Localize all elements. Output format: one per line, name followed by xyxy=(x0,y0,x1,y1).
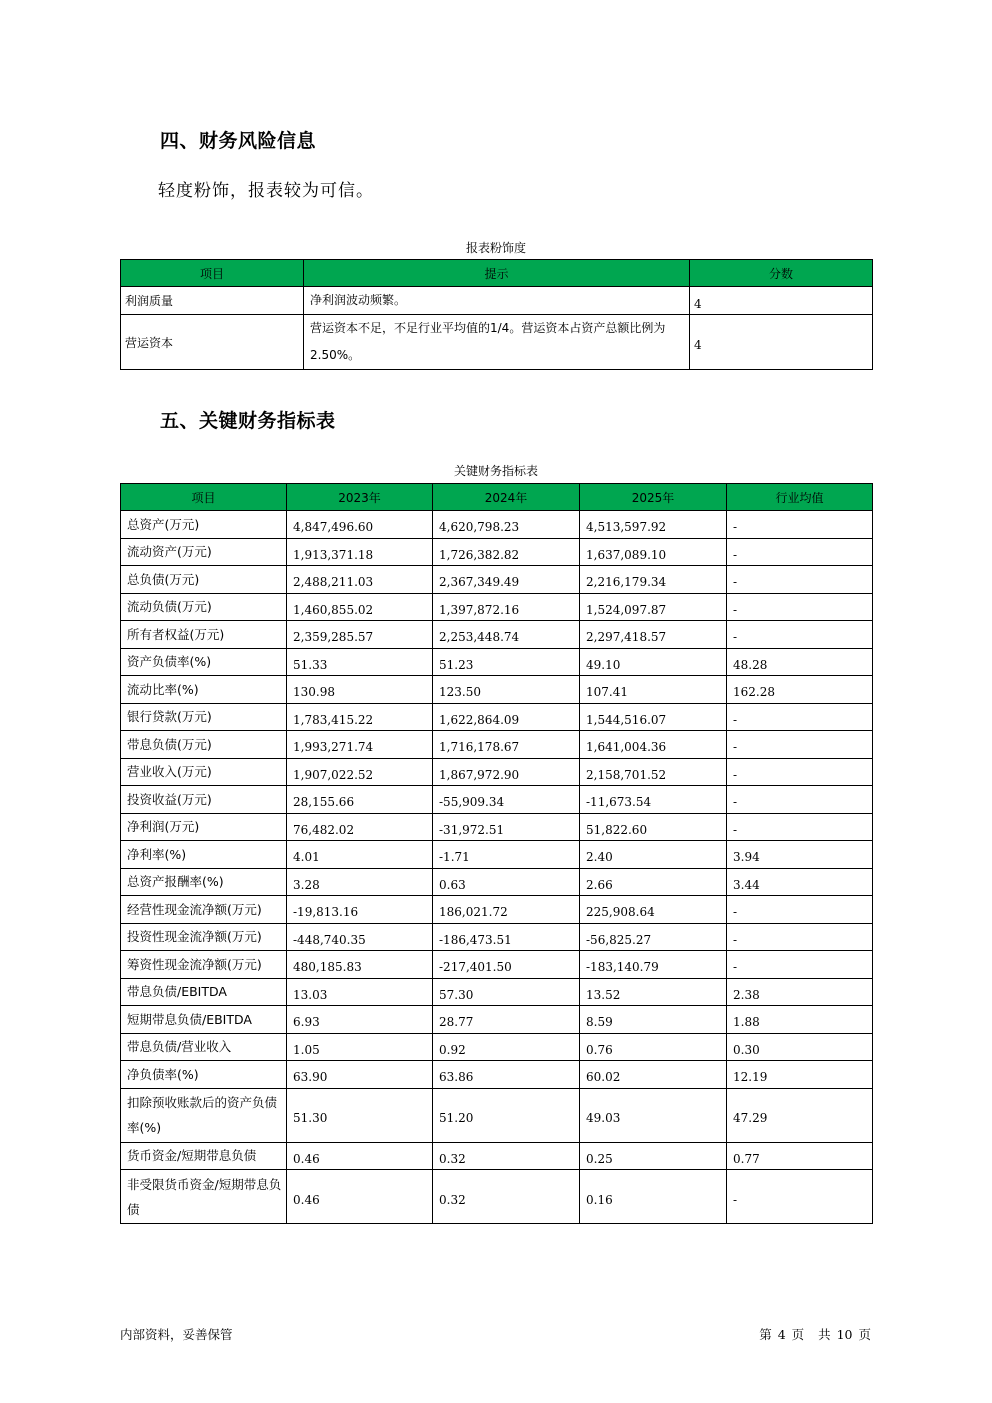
indicator-value: 1,783,415.22 xyxy=(287,703,433,731)
indicator-value: 1,993,271.74 xyxy=(287,731,433,759)
indicator-value: -55,909.34 xyxy=(433,786,580,814)
indicator-value: 1,913,371.18 xyxy=(287,538,433,566)
indicator-value: 28.77 xyxy=(433,1006,580,1034)
table-row xyxy=(121,621,873,649)
indicator-value: 1,544,516.07 xyxy=(580,703,727,731)
indicator-value: 0.63 xyxy=(433,868,580,896)
page-prefix: 第 xyxy=(759,1327,772,1342)
table-row xyxy=(121,593,873,621)
indicator-value: 2,216,179.34 xyxy=(580,566,727,594)
indicator-name: 流动资产(万元) xyxy=(121,538,287,566)
row-score: 4 xyxy=(690,315,873,370)
indicator-value: 1,460,855.02 xyxy=(287,593,433,621)
indicator-value: 1.05 xyxy=(287,1033,433,1061)
header-cell: 2025年 xyxy=(580,484,727,511)
indicator-value: - xyxy=(727,703,873,731)
indicator-value: 1,524,097.87 xyxy=(580,593,727,621)
indicator-value: - xyxy=(727,538,873,566)
indicator-value: 2,488,211.03 xyxy=(287,566,433,594)
indicator-value: 2.38 xyxy=(727,978,873,1006)
indicator-value: 107.41 xyxy=(580,676,727,704)
table-row xyxy=(121,1088,873,1142)
indicator-value: 1,637,089.10 xyxy=(580,538,727,566)
section-heading-key-indicators: 五、关键财务指标表 xyxy=(160,410,336,432)
indicator-value: 63.86 xyxy=(433,1061,580,1089)
indicator-value: 2,297,418.57 xyxy=(580,621,727,649)
indicator-name: 经营性现金流净额(万元) xyxy=(121,896,287,924)
indicator-value: 57.30 xyxy=(433,978,580,1006)
table-row xyxy=(121,896,873,924)
indicator-value: -31,972.51 xyxy=(433,813,580,841)
indicator-value: 1,716,178.67 xyxy=(433,731,580,759)
indicator-value: 28,155.66 xyxy=(287,786,433,814)
indicator-value: 0.76 xyxy=(580,1033,727,1061)
indicator-value: 0.92 xyxy=(433,1033,580,1061)
indicator-value: -11,673.54 xyxy=(580,786,727,814)
indicator-value: -448,740.35 xyxy=(287,923,433,951)
indicator-value: - xyxy=(727,786,873,814)
indicator-value: 51.20 xyxy=(433,1088,580,1142)
indicator-name: 带息负债(万元) xyxy=(121,731,287,759)
table-row xyxy=(121,648,873,676)
indicator-name: 总资产报酬率(%) xyxy=(121,868,287,896)
page-current: 4 xyxy=(777,1327,786,1342)
indicator-value: 186,021.72 xyxy=(433,896,580,924)
indicator-value: - xyxy=(727,951,873,979)
row-hint: 营运资本不足，不足行业平均值的1/4。营运资本占资产总额比例为2.50%。 xyxy=(304,315,690,370)
page-suffix: 页 xyxy=(858,1327,871,1342)
footer-page-number xyxy=(758,1325,872,1343)
indicator-name: 净负债率(%) xyxy=(121,1061,287,1089)
indicator-value: - xyxy=(727,731,873,759)
indicator-value: - xyxy=(727,511,873,539)
header-cell: 项目 xyxy=(121,484,287,511)
indicator-value: - xyxy=(727,566,873,594)
indicator-value: 47.29 xyxy=(727,1088,873,1142)
section-heading-financial-risk: 四、财务风险信息 xyxy=(160,130,317,152)
indicator-name: 投资收益(万元) xyxy=(121,786,287,814)
row-hint: 净利润波动频繁。 xyxy=(304,287,690,315)
indicator-value: 0.46 xyxy=(287,1142,433,1170)
total-prefix: 共 xyxy=(818,1327,831,1342)
indicator-name: 净利润(万元) xyxy=(121,813,287,841)
row-score: 4 xyxy=(690,287,873,315)
indicator-value: 51.23 xyxy=(433,648,580,676)
indicator-value: 0.32 xyxy=(433,1170,580,1224)
indicator-name: 带息负债/营业收入 xyxy=(121,1033,287,1061)
indicator-value: - xyxy=(727,1170,873,1224)
indicator-value: 123.50 xyxy=(433,676,580,704)
indicator-name: 资产负债率(%) xyxy=(121,648,287,676)
footer-confidential-note: 内部资料，妥善保管 xyxy=(120,1327,233,1342)
indicator-value: 2.66 xyxy=(580,868,727,896)
indicator-value: 51,822.60 xyxy=(580,813,727,841)
header-cell: 提示 xyxy=(304,260,690,287)
indicator-name: 非受限货币资金/短期带息负债 xyxy=(121,1170,287,1224)
table-row xyxy=(121,813,873,841)
table-row xyxy=(121,951,873,979)
table-row xyxy=(121,511,873,539)
table-row xyxy=(121,978,873,1006)
indicator-value: 3.44 xyxy=(727,868,873,896)
indicator-value: - xyxy=(727,593,873,621)
table-caption-whitewash: 报表粉饰度 xyxy=(465,241,526,255)
indicator-value: -186,473.51 xyxy=(433,923,580,951)
table-row xyxy=(121,868,873,896)
indicator-value: -56,825.27 xyxy=(580,923,727,951)
header-cell: 分数 xyxy=(690,260,873,287)
indicator-value: 0.25 xyxy=(580,1142,727,1170)
indicator-value: 1,641,004.36 xyxy=(580,731,727,759)
table-row xyxy=(121,758,873,786)
indicator-value: 2,359,285.57 xyxy=(287,621,433,649)
indicator-value: 1,622,864.09 xyxy=(433,703,580,731)
indicator-name: 总资产(万元) xyxy=(121,511,287,539)
indicator-value: 12.19 xyxy=(727,1061,873,1089)
indicator-name: 净利率(%) xyxy=(121,841,287,869)
table-row xyxy=(121,538,873,566)
risk-summary: 轻度粉饰，报表较为可信。 xyxy=(158,181,374,201)
indicator-value: 8.59 xyxy=(580,1006,727,1034)
header-cell: 行业均值 xyxy=(727,484,873,511)
indicator-name: 筹资性现金流净额(万元) xyxy=(121,951,287,979)
header-cell: 2024年 xyxy=(433,484,580,511)
indicator-value: 4,620,798.23 xyxy=(433,511,580,539)
key-indicators-body xyxy=(121,511,873,1224)
indicator-value: 480,185.83 xyxy=(287,951,433,979)
table-row xyxy=(121,566,873,594)
indicator-value: 2.40 xyxy=(580,841,727,869)
table-row xyxy=(121,1006,873,1034)
indicator-value: 63.90 xyxy=(287,1061,433,1089)
indicator-value: -19,813.16 xyxy=(287,896,433,924)
indicator-value: -183,140.79 xyxy=(580,951,727,979)
indicator-value: 48.28 xyxy=(727,648,873,676)
indicator-name: 带息负债/EBITDA xyxy=(121,978,287,1006)
indicator-name: 总负债(万元) xyxy=(121,566,287,594)
indicator-value: 49.03 xyxy=(580,1088,727,1142)
table-row xyxy=(121,1142,873,1170)
table-header-row xyxy=(121,484,873,511)
indicator-value: 13.03 xyxy=(287,978,433,1006)
indicator-value: - xyxy=(727,923,873,951)
indicator-value: 3.28 xyxy=(287,868,433,896)
table-caption-key-indicators: 关键财务指标表 xyxy=(453,464,538,478)
indicator-value: - xyxy=(727,758,873,786)
header-cell: 项目 xyxy=(121,260,304,287)
indicator-value: 1,867,972.90 xyxy=(433,758,580,786)
indicator-value: 0.46 xyxy=(287,1170,433,1224)
indicator-name: 投资性现金流净额(万元) xyxy=(121,923,287,951)
indicator-value: 1,397,872.16 xyxy=(433,593,580,621)
indicator-value: 4.01 xyxy=(287,841,433,869)
indicator-value: 13.52 xyxy=(580,978,727,1006)
row-item: 利润质量 xyxy=(121,287,304,315)
indicator-value: -217,401.50 xyxy=(433,951,580,979)
indicator-value: 225,908.64 xyxy=(580,896,727,924)
indicator-value: 4,513,597.92 xyxy=(580,511,727,539)
indicator-value: 0.77 xyxy=(727,1142,873,1170)
table-header-row xyxy=(121,260,873,287)
indicator-value: 0.32 xyxy=(433,1142,580,1170)
table-row xyxy=(121,731,873,759)
indicator-value: 76,482.02 xyxy=(287,813,433,841)
key-indicators-table xyxy=(120,483,873,1224)
indicator-value: - xyxy=(727,896,873,924)
indicator-name: 流动比率(%) xyxy=(121,676,287,704)
indicator-value: 2,367,349.49 xyxy=(433,566,580,594)
indicator-name: 短期带息负债/EBITDA xyxy=(121,1006,287,1034)
indicator-value: -1.71 xyxy=(433,841,580,869)
indicator-name: 扣除预收账款后的资产负债率(%) xyxy=(121,1088,287,1142)
indicator-value: 1,726,382.82 xyxy=(433,538,580,566)
table-row xyxy=(121,287,873,315)
indicator-value: 0.30 xyxy=(727,1033,873,1061)
table-row xyxy=(121,703,873,731)
table-row xyxy=(121,1170,873,1224)
indicator-value: 2,158,701.52 xyxy=(580,758,727,786)
indicator-value: 49.10 xyxy=(580,648,727,676)
indicator-value: 162.28 xyxy=(727,676,873,704)
indicator-value: 0.16 xyxy=(580,1170,727,1224)
table-row xyxy=(121,315,873,370)
page-total: 10 xyxy=(836,1327,853,1342)
indicator-value: 1.88 xyxy=(727,1006,873,1034)
table-row xyxy=(121,923,873,951)
whitewash-table xyxy=(120,259,873,370)
indicator-value: 2,253,448.74 xyxy=(433,621,580,649)
indicator-value: 4,847,496.60 xyxy=(287,511,433,539)
header-cell: 2023年 xyxy=(287,484,433,511)
page-mid: 页 xyxy=(791,1327,805,1342)
indicator-value: - xyxy=(727,813,873,841)
indicator-name: 货币资金/短期带息负债 xyxy=(121,1142,287,1170)
indicator-value: 51.33 xyxy=(287,648,433,676)
indicator-value: 1,907,022.52 xyxy=(287,758,433,786)
indicator-name: 银行贷款(万元) xyxy=(121,703,287,731)
table-row xyxy=(121,1033,873,1061)
indicator-name: 流动负债(万元) xyxy=(121,593,287,621)
table-row xyxy=(121,786,873,814)
indicator-value: 51.30 xyxy=(287,1088,433,1142)
indicator-name: 所有者权益(万元) xyxy=(121,621,287,649)
row-item: 营运资本 xyxy=(121,315,304,370)
table-row xyxy=(121,1061,873,1089)
table-row xyxy=(121,676,873,704)
indicator-value: 3.94 xyxy=(727,841,873,869)
indicator-value: 6.93 xyxy=(287,1006,433,1034)
indicator-value: 130.98 xyxy=(287,676,433,704)
indicator-value: - xyxy=(727,621,873,649)
indicator-name: 营业收入(万元) xyxy=(121,758,287,786)
indicator-value: 60.02 xyxy=(580,1061,727,1089)
table-row xyxy=(121,841,873,869)
